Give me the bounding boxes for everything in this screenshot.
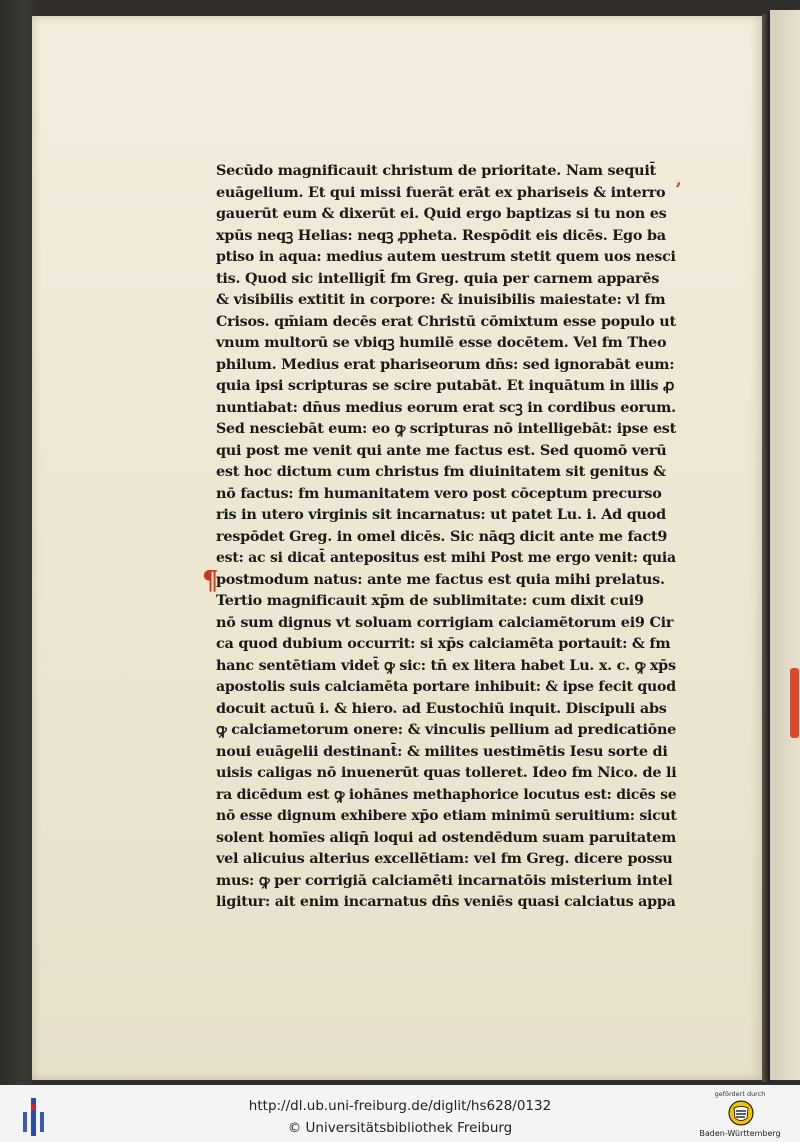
- red-mark: [790, 668, 799, 738]
- manuscript-line: nō sum dignus vt soluam corrigiam calciamētorum ei9 Cir: [216, 613, 674, 631]
- manuscript-line: Tertio magnificauit xp̄m de sublimitate: cum dixit cui9: [216, 592, 644, 609]
- baden-wuerttemberg-seal-icon: [728, 1100, 754, 1126]
- manuscript-line: ca quod dubium occurrit: si xp̄s calciamēta portauit: & fm: [216, 635, 671, 652]
- manuscript-line: xpūs neqꝫ Helias: neqꝫ ꝓpheta. Respōdit eis dicēs. Ego ba: [216, 226, 666, 244]
- manuscript-line: est: ac si dicat̄ antepositus est mihi Post me ergo venit: quia: [216, 549, 676, 566]
- manuscript-line: est hoc dictum cum christus fm diuinitatem sit genitus &: [216, 463, 666, 480]
- manuscript-line: nuntiabat: dn̄us medius eorum erat scꝫ in cordibus eorum.: [216, 398, 676, 416]
- manuscript-line: euāgelium. Et qui missi fuerāt erāt ex phariseis & interro: [216, 183, 666, 201]
- manuscript-line: nō factus: fm humanitatem vero post cōceptum precurso: [216, 484, 662, 502]
- manuscript-line: tis. Quod sic intelligit̄ fm Greg. quia per carnem apparēs: [216, 269, 660, 287]
- manuscript-line: Crisos. qm̄iam decēs erat Christū cōmixtum esse populo ut: [216, 312, 676, 330]
- manuscript-line: ligitur: ait enim incarnatus dn̄s veniēs quasi calciatus appa: [216, 893, 676, 910]
- manuscript-line: & visibilis extitit in corpore: & inuisibilis maiestate: vl fm: [216, 291, 666, 308]
- book-spine: [762, 14, 770, 1082]
- manuscript-line: ꝙ calciametorum onere: & vinculis pellium ad predicatiōne: [216, 721, 677, 738]
- manuscript-line: qui post me venit qui ante me factus est. Sed quomō verū: [216, 441, 667, 459]
- manuscript-line: uisis caligas nō inuenerūt quas tolleret. Ideo fm Nico. de li: [216, 764, 677, 781]
- manuscript-line: mus: ꝙ per corrigiā calciamēti incarnatōis misterium intel: [216, 871, 673, 889]
- document-url[interactable]: http://dl.ub.uni-freiburg.de/diglit/hs628/0132: [248, 1098, 552, 1114]
- manuscript-line: philum. Medius erat phariseorum dn̄s: sed ignorabāt eum:: [216, 355, 675, 373]
- funder-label: gefördert durch: [714, 1090, 766, 1098]
- manuscript-line: docuit actuū i. & hiero. ad Eustochiū inquit. Discipuli abs: [216, 699, 667, 717]
- copyright-text: © Universitätsbibliothek Freiburg: [287, 1120, 513, 1136]
- manuscript-line: respōdet Greg. in omel dicēs. Sic nāqꝫ dicit ante me fact9: [216, 527, 668, 545]
- manuscript-line: vel alicuius alterius excellētiam: vel fm Greg. dicere possu: [216, 850, 673, 867]
- manuscript-line: ptiso in aqua: medius autem uestrum stetit quem uos nesci: [216, 248, 676, 265]
- manuscript-line: ra dicēdum est ꝙ iohānes methaphorice locutus est: dicēs se: [216, 785, 677, 803]
- manuscript-line: hanc sentētiam videt̄ ꝙ sic: tn̄ ex litera habet Lu. x. c. ꝙ xp̄s: [216, 656, 676, 674]
- manuscript-line: Secūdo magnificauit christum de prioritate. Nam sequit̄: [216, 162, 656, 179]
- manuscript-line: solent homīes aliqn̄ loqui ad ostendēdum suam paruitatem: [216, 828, 677, 846]
- manuscript-line: noui euāgelii destinant̄: & milites uestimētis Iesu sorte di: [216, 742, 668, 760]
- manuscript-line: quia ipsi scripturas se scire putabāt. Et inquātum in illis ꝓ: [216, 377, 674, 394]
- manuscript-line: nō esse dignum exhibere xp̄o etiam minimū seruitium: sicut: [216, 807, 677, 824]
- rubric-paragraph-mark: ¶: [202, 566, 219, 596]
- funder-name: Baden-Württemberg: [699, 1129, 781, 1138]
- facing-page-edge: [770, 10, 800, 1080]
- manuscript-line: ris in utero virginis sit incarnatus: ut patet Lu. i. Ad quod: [216, 506, 666, 523]
- manuscript-text: [216, 160, 676, 913]
- manuscript-line: postmodum natus: ante me factus est quia mihi prelatus.: [216, 570, 665, 588]
- manuscript-line: apostolis suis calciamēta portare inhibuit: & ipse fecit quod: [216, 678, 676, 695]
- manuscript-line: vnum multorū se vbiqꝫ humilē esse docētem. Vel fm Theo: [216, 334, 667, 351]
- rubric-mark: ,: [676, 170, 682, 189]
- manuscript-line: Sed nesciebāt eum: eo ꝙ scripturas nō intelligebāt: ipse est: [216, 420, 676, 437]
- manuscript-line: gauerūt eum & dixerūt ei. Quid ergo baptizas si tu non es: [216, 205, 667, 222]
